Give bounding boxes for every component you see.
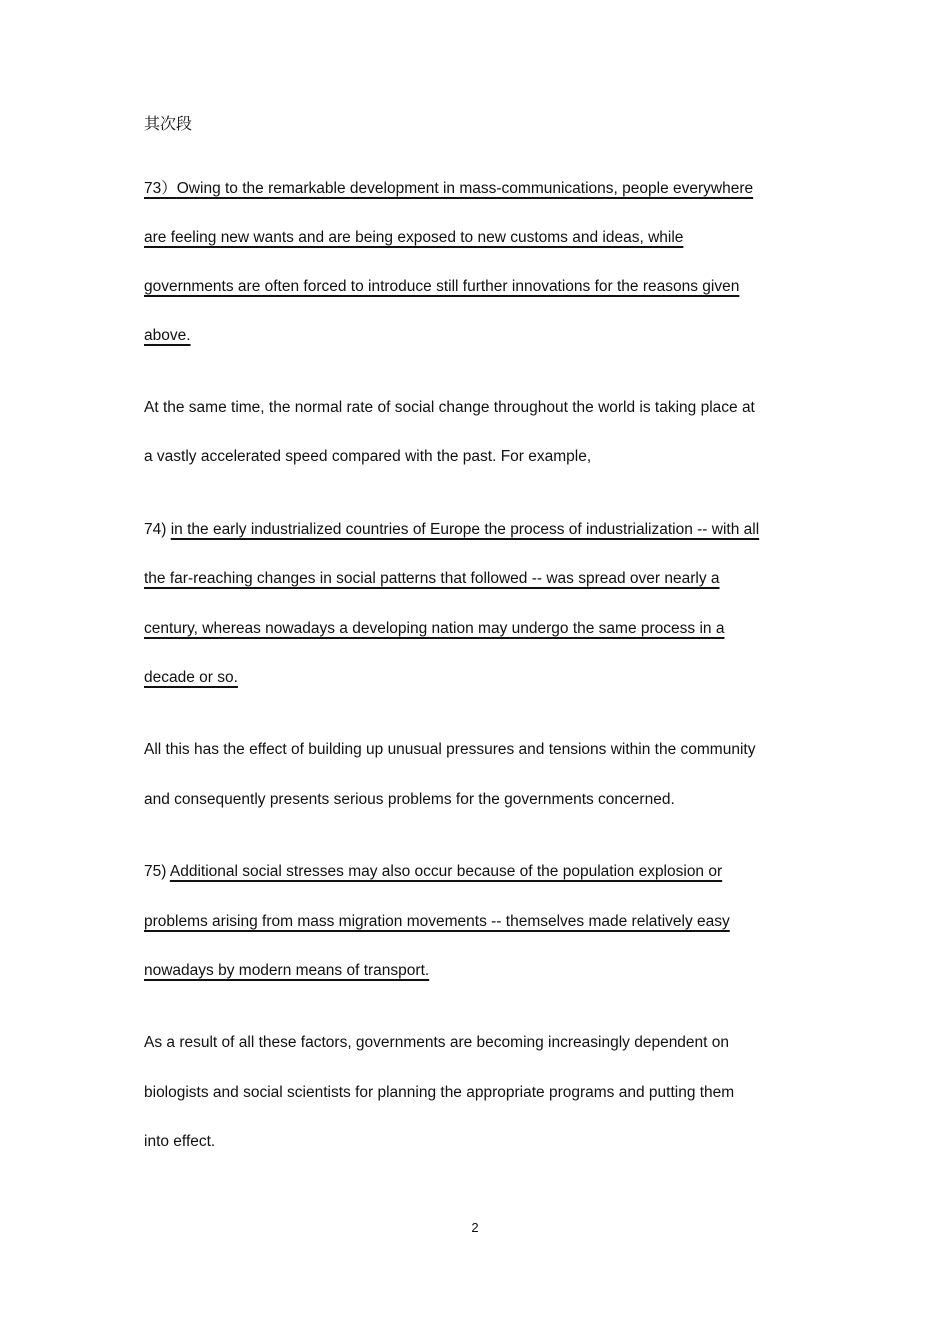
paragraph-line: All this has the effect of building up unusual pressures and tensions within the community <box>144 741 756 758</box>
underlined-sentence-text: are feeling new wants and are being exposed to new customs and ideas, while <box>144 229 684 246</box>
underlined-sentence-text: in the early industrialized countries of Europe the process of industrialization -- with all <box>170 521 760 538</box>
paragraph-line: a vastly accelerated speed compared with the past. For example, <box>144 448 592 465</box>
paragraph-73-line-2 <box>144 228 683 248</box>
underlined-sentence-text: nowadays by modern means of transport. <box>144 962 430 979</box>
paragraph-75-line-3 <box>144 961 429 981</box>
paragraph-74-line-3 <box>144 619 724 639</box>
paragraph-line: into effect. <box>144 1133 216 1150</box>
underlined-sentence-text: problems arising from mass migration movements -- themselves made relatively easy <box>144 913 730 930</box>
paragraph-line: and consequently presents serious problems for the governments concerned. <box>144 791 675 808</box>
underlined-sentence-text: decade or so. <box>144 669 238 686</box>
underlined-sentence-text: century, whereas nowadays a developing nation may undergo the same process in a <box>144 620 725 637</box>
paragraph-74-line-2 <box>144 569 720 589</box>
sentence-number-75: 75) <box>144 863 170 880</box>
paragraph-73-line-4 <box>144 326 191 346</box>
paragraph-line: biologists and social scientists for planning the appropriate programs and putting them <box>144 1084 735 1101</box>
paragraph-74-line-1 <box>144 520 759 540</box>
underlined-sentence-text: above. <box>144 327 191 344</box>
paragraph-75-line-2 <box>144 912 730 932</box>
underlined-sentence-text: Additional social stresses may also occur because of the population explosion or <box>169 863 723 880</box>
underlined-sentence-text: the far-reaching changes in social patterns that followed -- was spread over nearly a <box>144 570 720 587</box>
paragraph-73-line-3 <box>144 277 739 297</box>
page-number: 2 <box>471 1220 479 1235</box>
sentence-number-73: 73） <box>144 180 177 197</box>
paragraph-74-line-4 <box>144 668 238 688</box>
underlined-sentence-text: Owing to the remarkable development in mass-communications, people everywhere <box>176 180 754 197</box>
underlined-sentence-text: governments are often forced to introduce still further innovations for the reasons given <box>144 278 740 295</box>
paragraph-73-line-1 <box>144 179 753 199</box>
paragraph-line: As a result of all these factors, governments are becoming increasingly dependent on <box>144 1034 730 1051</box>
paragraph-75-line-1 <box>144 862 722 882</box>
section-heading: 其次段 <box>144 114 193 133</box>
sentence-number-74: 74) <box>144 521 171 538</box>
paragraph-line: At the same time, the normal rate of social change throughout the world is taking place at <box>144 399 755 416</box>
